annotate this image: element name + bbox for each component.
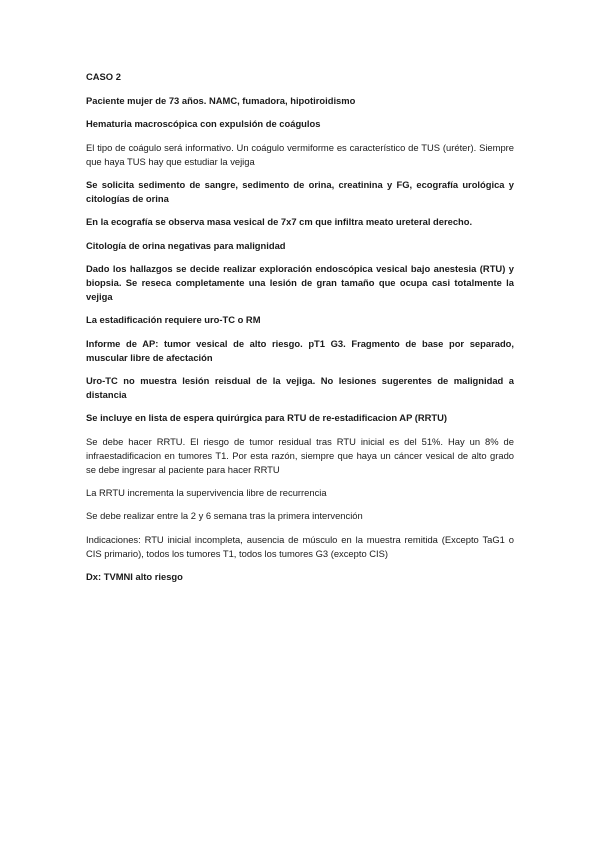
paragraph-rrtu-note: Se debe hacer RRTU. El riesgo de tumor residual tras RTU inicial es del 51%. Hay un 8% de infraestadificacion en tumores T1. Por esta razón, siempre que haya un cáncer vesical de alto grado se debe ingresar al paciente para hacer RRTU bbox=[86, 435, 514, 476]
document-body bbox=[86, 70, 514, 593]
document-title: CASO 2 bbox=[86, 71, 121, 82]
paragraph-rrtu-survival: La RRTU incrementa la supervivencia libre de recurrencia bbox=[86, 487, 327, 499]
paragraph-patient: Paciente mujer de 73 años. NAMC, fumadora, hipotiroidismo bbox=[86, 95, 356, 107]
paragraph-waitlist: Se incluye en lista de espera quirúrgica para RTU de re-estadificacion AP (RRTU) bbox=[86, 412, 448, 424]
paragraph-cytology: Citología de orina negativas para malignidad bbox=[86, 239, 286, 251]
paragraph-diagnosis: Dx: TVMNI alto riesgo bbox=[86, 571, 183, 583]
paragraph-uro-tc: Uro-TC no muestra lesión reisdual de la vejiga. No lesiones sugerentes de malignidad a distancia bbox=[86, 375, 514, 401]
paragraph-hematuria: Hematuria macroscópica con expulsión de coágulos bbox=[86, 118, 321, 130]
paragraph-endoscopy: Dado los hallazgos se decide realizar exploración endoscópica vesical bajo anestesia (RTU) y biopsia. Se reseca completamente una lesión de gran tamaño que ocupa casi totalmente la vejiga bbox=[86, 262, 514, 303]
paragraph-tests: Se solicita sedimento de sangre, sedimento de orina, creatinina y FG, ecografía urológica y citologías de orina bbox=[86, 179, 514, 205]
paragraph-rrtu-timing: Se debe realizar entre la 2 y 6 semana tras la primera intervención bbox=[86, 510, 363, 522]
paragraph-staging: La estadificación requiere uro-TC o RM bbox=[86, 314, 261, 326]
paragraph-indications: Indicaciones: RTU inicial incompleta, ausencia de músculo en la muestra remitida (Excepto TaG1 o CIS primario), todos los tumores T1, todos los tumores G3 (excepto CIS) bbox=[86, 533, 514, 559]
paragraph-pathology: Informe de AP: tumor vesical de alto riesgo. pT1 G3. Fragmento de base por separado, muscular libre de afectación bbox=[86, 337, 514, 363]
paragraph-clot-note: El tipo de coágulo será informativo. Un coágulo vermiforme es característico de TUS (uréter). Siempre que haya TUS hay que estudiar la vejiga bbox=[86, 141, 514, 167]
paragraph-ultrasound: En la ecografía se observa masa vesical de 7x7 cm que infiltra meato ureteral derecho. bbox=[86, 216, 473, 228]
